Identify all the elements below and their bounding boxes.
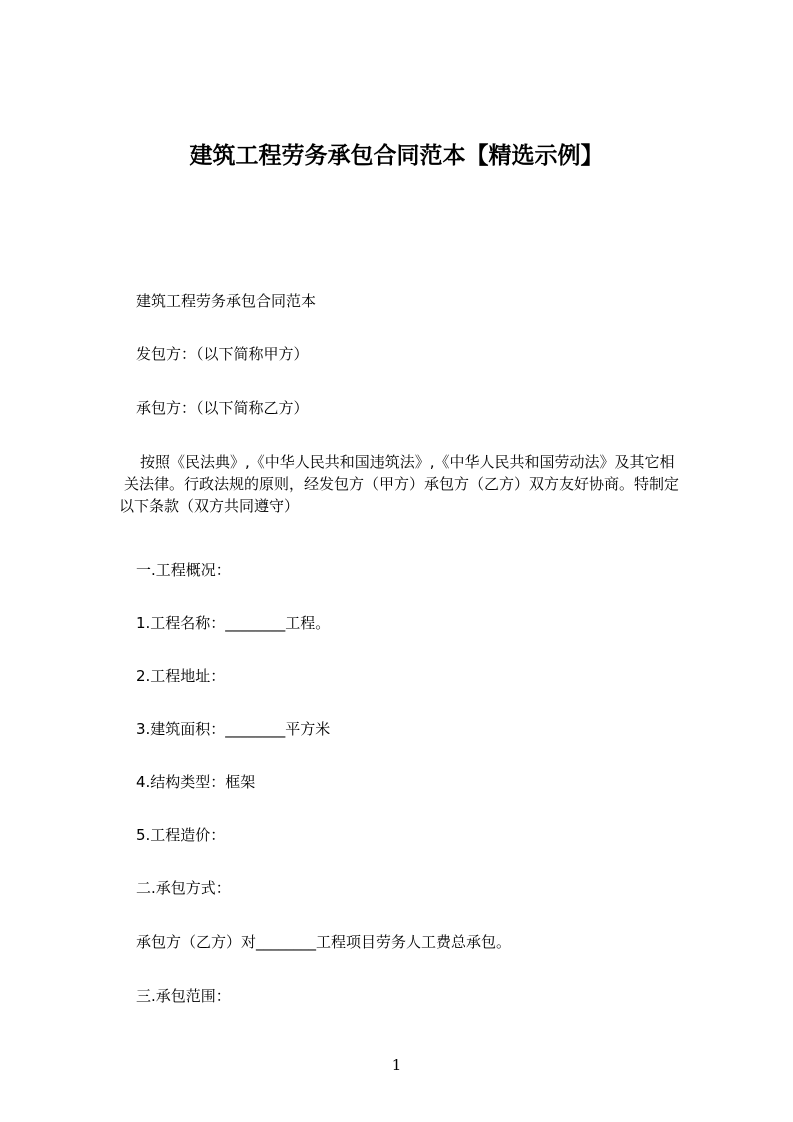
intro-line-3: 以下条款（双方共同遵守） — [119, 497, 300, 515]
item-project-name: 1.工程名称：________工程。 — [136, 614, 331, 632]
section-contract-method: 二.承包方式： — [136, 879, 231, 897]
item-building-area: 3.建筑面积：________平方米 — [136, 720, 331, 738]
intro-paragraph — [119, 451, 695, 517]
contract-method-text: 承包方（乙方）对________工程项目劳务人工费总承包。 — [136, 933, 512, 951]
intro-line-1: 按照《民法典》,《中华人民共和国违筑法》,《中华人民共和国劳动法》及其它相 — [140, 453, 675, 471]
document-title: 建筑工程劳务承包合同范本【精选示例】 — [189, 143, 604, 169]
item-project-cost: 5.工程造价： — [136, 826, 226, 844]
party-b-line: 承包方：（以下简称乙方） — [136, 399, 309, 417]
item-project-address: 2.工程地址： — [136, 667, 226, 685]
intro-line-2: 关法律。行政法规的原则，经发包方（甲方）承包方（乙方）双方友好协商。特制定 — [124, 475, 680, 493]
page-number: 1 — [391, 1056, 402, 1074]
item-structure-type: 4.结构类型：框架 — [136, 773, 256, 791]
party-a-line: 发包方：（以下简称甲方） — [136, 345, 309, 363]
contract-heading: 建筑工程劳务承包合同范本 — [136, 292, 317, 310]
section-contract-scope: 三.承包范围： — [136, 987, 231, 1005]
section-project-overview: 一.工程概况： — [136, 561, 231, 579]
